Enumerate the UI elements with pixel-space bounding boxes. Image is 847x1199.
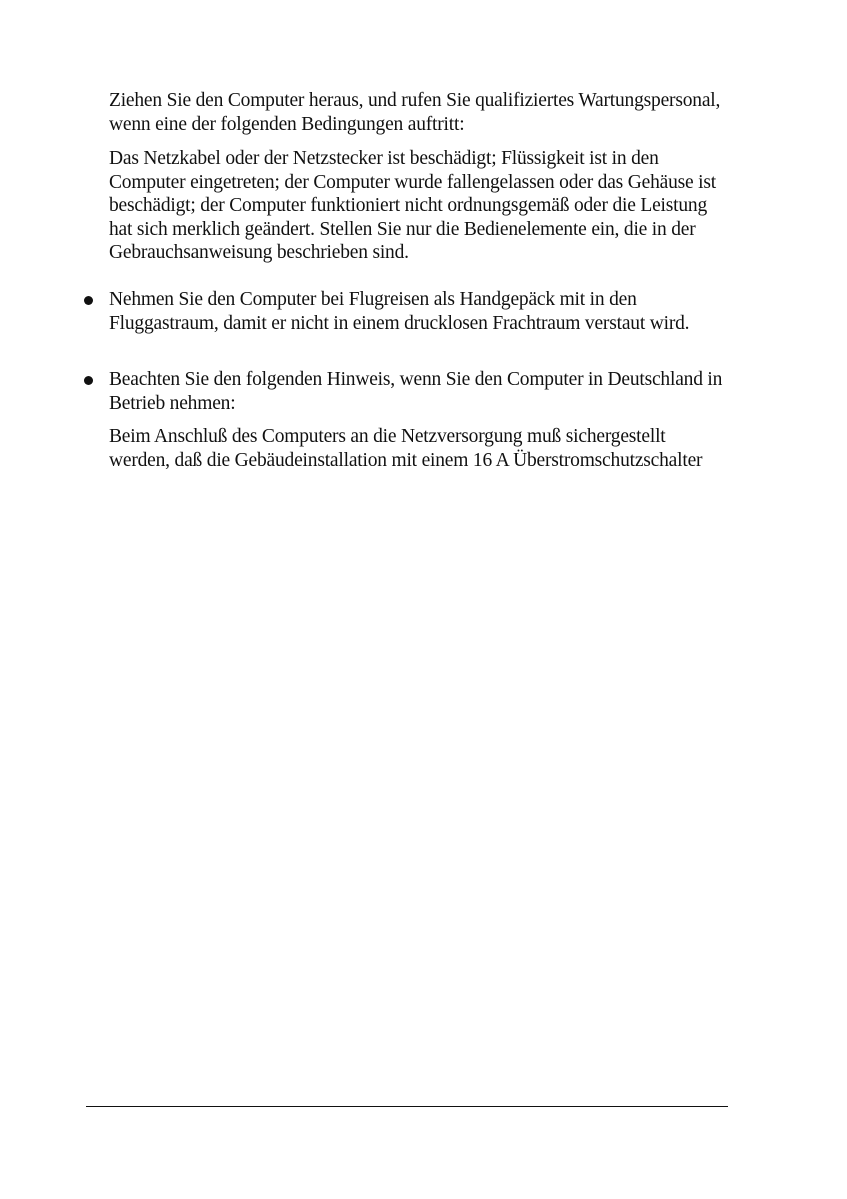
bullet-icon (84, 376, 93, 385)
conditions-text: Das Netzkabel oder der Netzstecker ist beschädigt; Flüssigkeit ist in den Computer eingetreten; der Computer wurde fallengelassen oder das Gehäuse ist beschädigt; der Computer funktioniert nicht ordnungsgemäß oder die Leistung hat sich merklich geändert. Stellen Sie nur die Bedienelemente ein, die in der Gebrauchsanweisung beschrieben sind. (109, 148, 716, 263)
footer-divider (86, 1106, 728, 1107)
bullet-text: Beachten Sie den folgenden Hinweis, wenn Sie den Computer in Deutschland in Betrieb nehmen: (109, 369, 723, 414)
bullet-item-air-travel (109, 288, 729, 335)
note-text: Beim Anschluß des Computers an die Netzversorgung muß sichergestellt werden, daß die Gebäudeinstallation mit einem 16 A Überstromschutzschalter (109, 426, 703, 471)
conditions-paragraph (109, 147, 729, 265)
bullet-text: Nehmen Sie den Computer bei Flugreisen als Handgepäck mit in den Fluggastraum, damit er nicht in einem drucklosen Frachtraum verstaut wird. (109, 289, 690, 334)
bullet-icon (84, 296, 93, 305)
intro-paragraph (109, 89, 729, 136)
note-paragraph (109, 425, 729, 472)
bullet-item-germany (109, 368, 729, 415)
intro-text: Ziehen Sie den Computer heraus, und rufen Sie qualifiziertes Wartungspersonal, wenn eine der folgenden Bedingungen auftritt: (109, 90, 721, 135)
